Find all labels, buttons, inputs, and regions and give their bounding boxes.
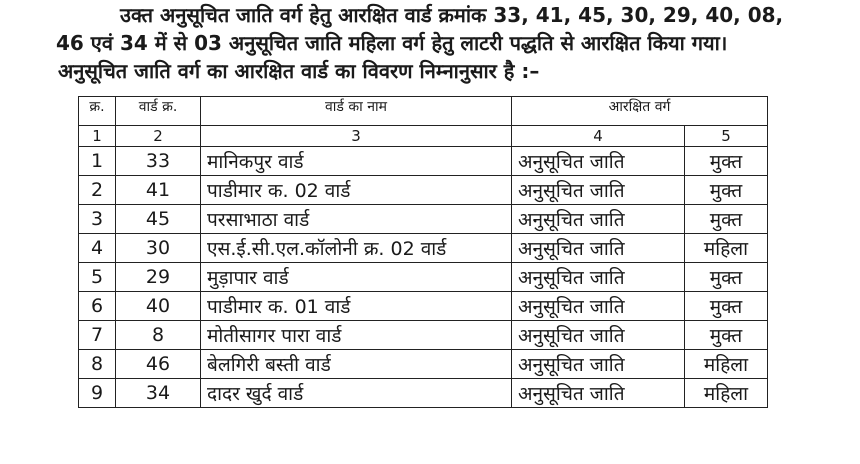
column-number: 2 bbox=[116, 126, 201, 147]
row-ward-name: परसाभाठा वार्ड bbox=[201, 205, 512, 234]
table-row bbox=[79, 292, 768, 321]
row-category: अनुसूचित जाति bbox=[512, 321, 685, 350]
table-row bbox=[79, 234, 768, 263]
row-sno: 2 bbox=[79, 176, 116, 205]
column-number-row bbox=[79, 126, 768, 147]
row-type: मुक्त bbox=[685, 176, 768, 205]
row-ward-no: 45 bbox=[116, 205, 201, 234]
row-category: अनुसूचित जाति bbox=[512, 263, 685, 292]
row-ward-name: दादर खुर्द वार्ड bbox=[201, 379, 512, 408]
row-ward-no: 33 bbox=[116, 147, 201, 176]
table-header-row bbox=[79, 97, 768, 126]
header-ward-no: वार्ड क्र. bbox=[116, 97, 201, 126]
row-ward-no: 8 bbox=[116, 321, 201, 350]
column-number: 1 bbox=[79, 126, 116, 147]
row-sno: 8 bbox=[79, 350, 116, 379]
row-sno: 5 bbox=[79, 263, 116, 292]
row-type: मुक्त bbox=[685, 292, 768, 321]
column-number: 4 bbox=[512, 126, 685, 147]
row-ward-name: पाडीमार क. 02 वार्ड bbox=[201, 176, 512, 205]
row-category: अनुसूचित जाति bbox=[512, 292, 685, 321]
table-row bbox=[79, 263, 768, 292]
row-sno: 9 bbox=[79, 379, 116, 408]
table-row bbox=[79, 350, 768, 379]
row-type: महिला bbox=[685, 350, 768, 379]
header-ward-name: वार्ड का नाम bbox=[201, 97, 512, 126]
header-sno: क्र. bbox=[79, 97, 116, 126]
intro-line-3: अनुसूचित जाति वर्ग का आरक्षित वार्ड का विवरण निम्नानुसार है :– bbox=[58, 59, 540, 83]
table-row bbox=[79, 205, 768, 234]
row-category: अनुसूचित जाति bbox=[512, 350, 685, 379]
row-ward-name: मुड़ापार वार्ड bbox=[201, 263, 512, 292]
row-ward-no: 34 bbox=[116, 379, 201, 408]
row-sno: 6 bbox=[79, 292, 116, 321]
header-reserved-category: आरक्षित वर्ग bbox=[512, 97, 768, 126]
row-ward-no: 30 bbox=[116, 234, 201, 263]
row-ward-no: 40 bbox=[116, 292, 201, 321]
row-sno: 4 bbox=[79, 234, 116, 263]
row-ward-name: मोतीसागर पारा वार्ड bbox=[201, 321, 512, 350]
row-type: मुक्त bbox=[685, 147, 768, 176]
reserved-wards-table bbox=[78, 96, 768, 408]
row-category: अनुसूचित जाति bbox=[512, 205, 685, 234]
intro-line-1: उक्त अनुसूचित जाति वर्ग हेतु आरक्षित वार्ड क्रमांक 33, 41, 45, 30, 29, 40, 08, bbox=[120, 3, 784, 27]
table-row bbox=[79, 321, 768, 350]
row-ward-name: मानिकपुर वार्ड bbox=[201, 147, 512, 176]
row-sno: 1 bbox=[79, 147, 116, 176]
row-ward-name: पाडीमार क. 01 वार्ड bbox=[201, 292, 512, 321]
row-sno: 7 bbox=[79, 321, 116, 350]
row-type: मुक्त bbox=[685, 263, 768, 292]
row-type: महिला bbox=[685, 234, 768, 263]
column-number: 3 bbox=[201, 126, 512, 147]
row-category: अनुसूचित जाति bbox=[512, 147, 685, 176]
row-type: मुक्त bbox=[685, 321, 768, 350]
row-category: अनुसूचित जाति bbox=[512, 234, 685, 263]
row-ward-no: 41 bbox=[116, 176, 201, 205]
row-type: महिला bbox=[685, 379, 768, 408]
table-row bbox=[79, 147, 768, 176]
row-ward-no: 46 bbox=[116, 350, 201, 379]
table-row bbox=[79, 176, 768, 205]
row-ward-name: एस.ई.सी.एल.कॉलोनी क्र. 02 वार्ड bbox=[201, 234, 512, 263]
table-row bbox=[79, 379, 768, 408]
intro-line-2: 46 एवं 34 में से 03 अनुसूचित जाति महिला वर्ग हेतु लाटरी पद्धति से आरक्षित किया गया। bbox=[56, 31, 728, 55]
row-ward-no: 29 bbox=[116, 263, 201, 292]
row-category: अनुसूचित जाति bbox=[512, 379, 685, 408]
row-ward-name: बेलगिरी बस्ती वार्ड bbox=[201, 350, 512, 379]
row-type: मुक्त bbox=[685, 205, 768, 234]
column-number: 5 bbox=[685, 126, 768, 147]
table-body bbox=[79, 147, 768, 408]
row-sno: 3 bbox=[79, 205, 116, 234]
row-category: अनुसूचित जाति bbox=[512, 176, 685, 205]
